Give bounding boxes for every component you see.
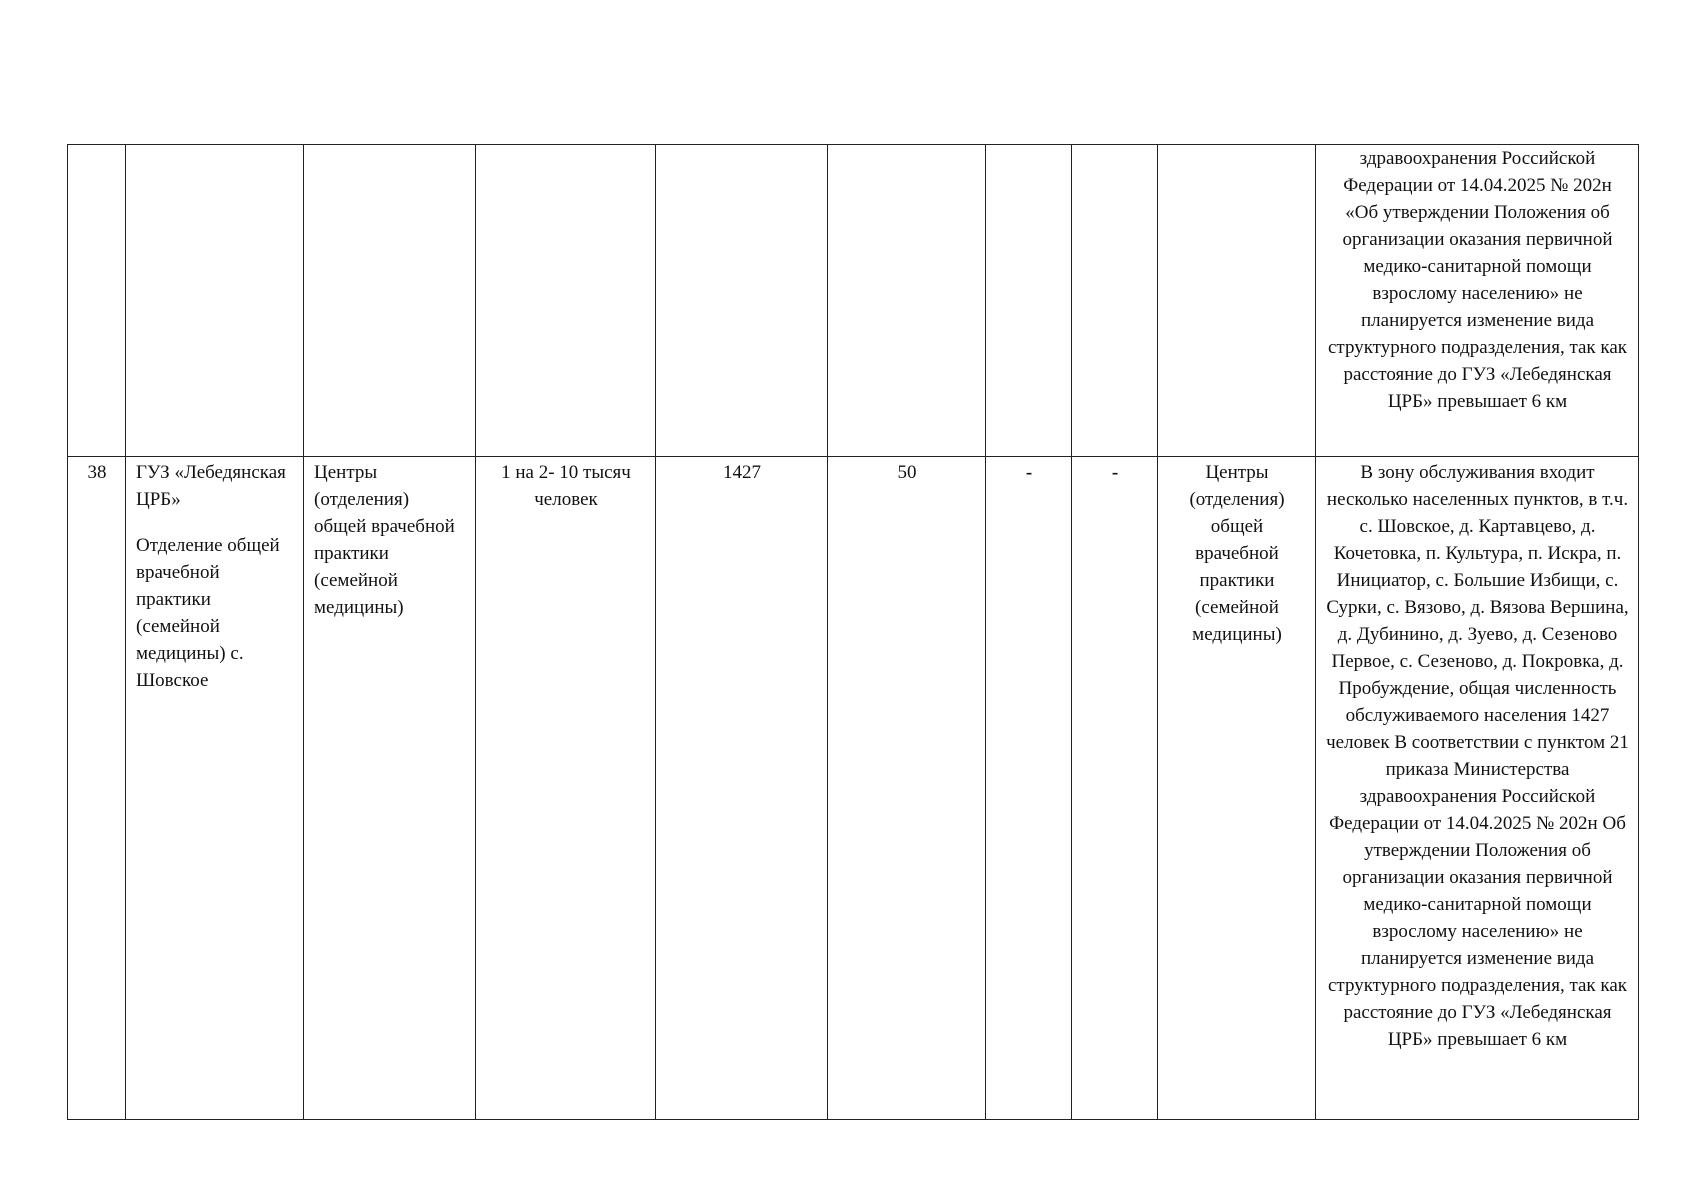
note-text: здравоохранения Российской Федерации от 14.04.2025 № 202н «Об утверждении Положения об организации оказания первичной медико-санитарной помощи взрослому населению» не планируется изменение вида структурного подразделения, так как расстояние до ГУЗ «Лебедянская ЦРБ» превышает 6 км bbox=[1327, 148, 1628, 412]
cell-population bbox=[656, 457, 828, 1120]
document-page bbox=[67, 144, 1638, 1120]
cell-organization bbox=[126, 457, 304, 1120]
facilities-table bbox=[67, 144, 1639, 1120]
cell-distance bbox=[828, 145, 986, 457]
cell-col8 bbox=[1072, 145, 1158, 457]
note-text: В зону обслуживания входит несколько населенных пунктов, в т.ч. с. Шовское, д. Картавцево, д. Кочетовка, п. Культура, п. Искра, п. Инициатор, с. Большие Избищи, с. Сурки, с. Вязово, д. Вязова Вершина, д. Дубинино, д. Зуево, д. Сезеново Первое, с. Сезеново, д. Покровка, д. Пробуждение, общая численность обслуживаемого населения 1427 человек В соответствии с пунктом 21 приказа Министерства здравоохранения Российской Федерации от 14.04.2025 № 202н Об утверждении Положения об организации оказания первичной медико-санитарной помощи взрослому населению» не планируется изменение вида структурного подразделения, так как расстояние до ГУЗ «Лебедянская ЦРБ» превышает 6 км bbox=[1326, 462, 1629, 1050]
organization-name: ГУЗ «Лебедянская ЦРБ» bbox=[136, 462, 286, 510]
cell-note bbox=[1316, 457, 1639, 1120]
row-number: 38 bbox=[87, 462, 107, 483]
col8-value: - bbox=[1111, 462, 1119, 483]
cell-unit-type bbox=[304, 145, 476, 457]
cell-population bbox=[656, 145, 828, 457]
population-value: 1427 bbox=[723, 462, 761, 483]
cell-organization bbox=[126, 145, 304, 457]
cell-number bbox=[68, 457, 126, 1120]
cell-distance bbox=[828, 457, 986, 1120]
distance-value: 50 bbox=[897, 462, 917, 483]
col7-value: - bbox=[1025, 462, 1033, 483]
cell-note bbox=[1316, 145, 1639, 457]
cell-planned-type bbox=[1158, 145, 1316, 457]
cell-norm bbox=[476, 145, 656, 457]
planned-type: Центры (отделения) общей врачебной практики (семейной медицины) bbox=[1189, 462, 1285, 645]
unit-name: Отделение общей врачебной практики (семейной медицины) с. Шовское bbox=[136, 535, 280, 691]
unit-type: Центры (отделения) общей врачебной практики (семейной медицины) bbox=[314, 462, 455, 618]
table-row-38 bbox=[68, 457, 1639, 1120]
cell-unit-type bbox=[304, 457, 476, 1120]
cell-col8 bbox=[1072, 457, 1158, 1120]
cell-col7 bbox=[986, 457, 1072, 1120]
cell-number bbox=[68, 145, 126, 457]
table-row-continuation bbox=[68, 145, 1639, 457]
cell-planned-type bbox=[1158, 457, 1316, 1120]
cell-col7 bbox=[986, 145, 1072, 457]
spacer bbox=[136, 513, 294, 532]
norm-text: 1 на 2- 10 тысяч человек bbox=[501, 462, 631, 510]
cell-norm bbox=[476, 457, 656, 1120]
